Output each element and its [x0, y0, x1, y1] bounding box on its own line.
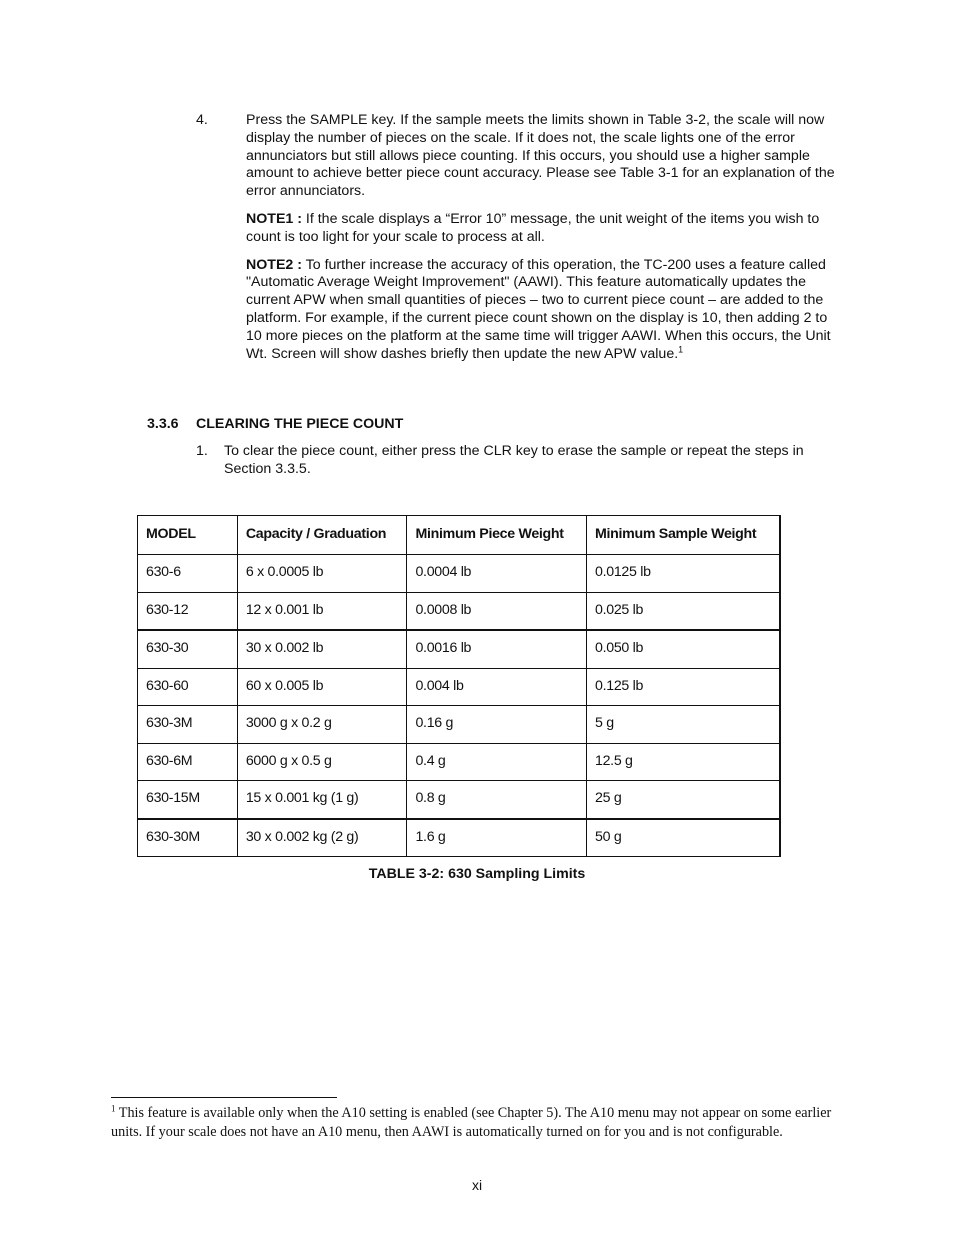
table-caption: TABLE 3-2: 630 Sampling Limits	[368, 866, 586, 882]
cell-min-piece: 0.16 g	[407, 706, 587, 744]
cell-capacity: 3000 g x 0.2 g	[237, 706, 407, 744]
section-heading	[147, 416, 403, 434]
step-1-text: To clear the piece count, either press the CLR key to erase the sample or repeat the steps in Section 3.3.5.	[224, 443, 804, 477]
cell-model: 630-30	[138, 630, 238, 668]
note-1	[246, 211, 846, 247]
cell-min-sample: 5 g	[587, 706, 781, 744]
cell-min-sample: 0.050 lb	[587, 630, 781, 668]
table-row	[138, 781, 781, 819]
cell-model: 630-12	[138, 592, 238, 630]
footnote	[111, 1104, 841, 1141]
footnote-marker: 1	[111, 1103, 116, 1114]
step-4-number: 4.	[196, 112, 208, 128]
sampling-limits-table	[137, 515, 781, 857]
table-header-row	[138, 516, 781, 555]
table-row	[138, 743, 781, 781]
cell-min-piece: 0.0004 lb	[407, 555, 587, 593]
cell-min-piece: 0.4 g	[407, 743, 587, 781]
cell-min-sample: 25 g	[587, 781, 781, 819]
table-row	[138, 706, 781, 744]
note-2-label: NOTE2 :	[246, 256, 302, 273]
cell-capacity: 30 x 0.002 kg (2 g)	[237, 819, 407, 857]
footnote-divider	[111, 1097, 337, 1098]
cell-capacity: 30 x 0.002 lb	[237, 630, 407, 668]
cell-min-piece: 0.0016 lb	[407, 630, 587, 668]
table-row	[138, 630, 781, 668]
table-row	[138, 555, 781, 593]
cell-model: 630-30M	[138, 819, 238, 857]
step-4-text	[246, 112, 846, 201]
footnote-reference[interactable]: 1	[678, 343, 684, 354]
header-capacity: Capacity / Graduation	[237, 516, 407, 555]
header-min-piece-weight: Minimum Piece Weight	[407, 516, 587, 555]
cell-min-sample: 0.025 lb	[587, 592, 781, 630]
header-min-sample-weight: Minimum Sample Weight	[587, 516, 781, 555]
step-4	[196, 112, 846, 363]
cell-model: 630-60	[138, 668, 238, 706]
cell-model: 630-6	[138, 555, 238, 593]
cell-min-piece: 1.6 g	[407, 819, 587, 857]
table-row	[138, 819, 781, 857]
cell-model: 630-6M	[138, 743, 238, 781]
cell-min-sample: 12.5 g	[587, 743, 781, 781]
header-model: MODEL	[138, 516, 238, 555]
step-1-number: 1.	[196, 443, 208, 459]
section-title: CLEARING THE PIECE COUNT	[196, 416, 404, 432]
cell-model: 630-15M	[138, 781, 238, 819]
cell-capacity: 6 x 0.0005 lb	[237, 555, 407, 593]
note-1-label: NOTE1 :	[246, 210, 302, 227]
cell-capacity: 12 x 0.001 lb	[237, 592, 407, 630]
cell-min-sample: 0.125 lb	[587, 668, 781, 706]
section-number: 3.3.6	[147, 416, 179, 432]
step-4-body: Press the SAMPLE key. If the sample meets the limits shown in Table 3-2, the scale will now display the number of pieces on the scale. If it does not, the scale lights one of the error annunciators but still allows piece counting. If this occurs, you should use a higher sample amount to achieve better piece count accuracy. Please see Table 3-1 for an explanation of the error annunciators.	[246, 112, 835, 200]
step-1	[196, 443, 836, 479]
cell-min-sample: 50 g	[587, 819, 781, 857]
step-4-row	[196, 112, 846, 201]
cell-model: 630-3M	[138, 706, 238, 744]
cell-min-piece: 0.8 g	[407, 781, 587, 819]
cell-min-sample: 0.0125 lb	[587, 555, 781, 593]
note-2	[246, 257, 846, 364]
page-number: xi	[471, 1177, 483, 1193]
cell-capacity: 15 x 0.001 kg (1 g)	[237, 781, 407, 819]
table-row	[138, 668, 781, 706]
cell-min-piece: 0.004 lb	[407, 668, 587, 706]
footnote-text: This feature is available only when the A10 setting is enabled (see Chapter 5). The A10 menu may not appear on some earlier units. If your scale does not have an A10 menu, then AAWI is automatically turned on for you and is not configurable.	[111, 1105, 832, 1140]
note-2-text: To further increase the accuracy of this operation, the TC-200 uses a feature called "Automatic Average Weight Improvement" (AAWI). This feature automatically updates the current APW when small quantities of pieces – two to current piece count – are added to the platform. For example, if the current piece count shown on the display is 10, then adding 2 to 10 more pieces on the platform at the same time will trigger AAWI. When this occurs, the Unit Wt. Screen will show dashes briefly then update the new APW value.	[246, 256, 831, 362]
cell-min-piece: 0.0008 lb	[407, 592, 587, 630]
cell-capacity: 60 x 0.005 lb	[237, 668, 407, 706]
note-1-text: If the scale displays a “Error 10” message, the unit weight of the items you wish to count is too light for your scale to process at all.	[246, 210, 820, 245]
step-1-row	[196, 443, 836, 479]
table-row	[138, 592, 781, 630]
cell-capacity: 6000 g x 0.5 g	[237, 743, 407, 781]
